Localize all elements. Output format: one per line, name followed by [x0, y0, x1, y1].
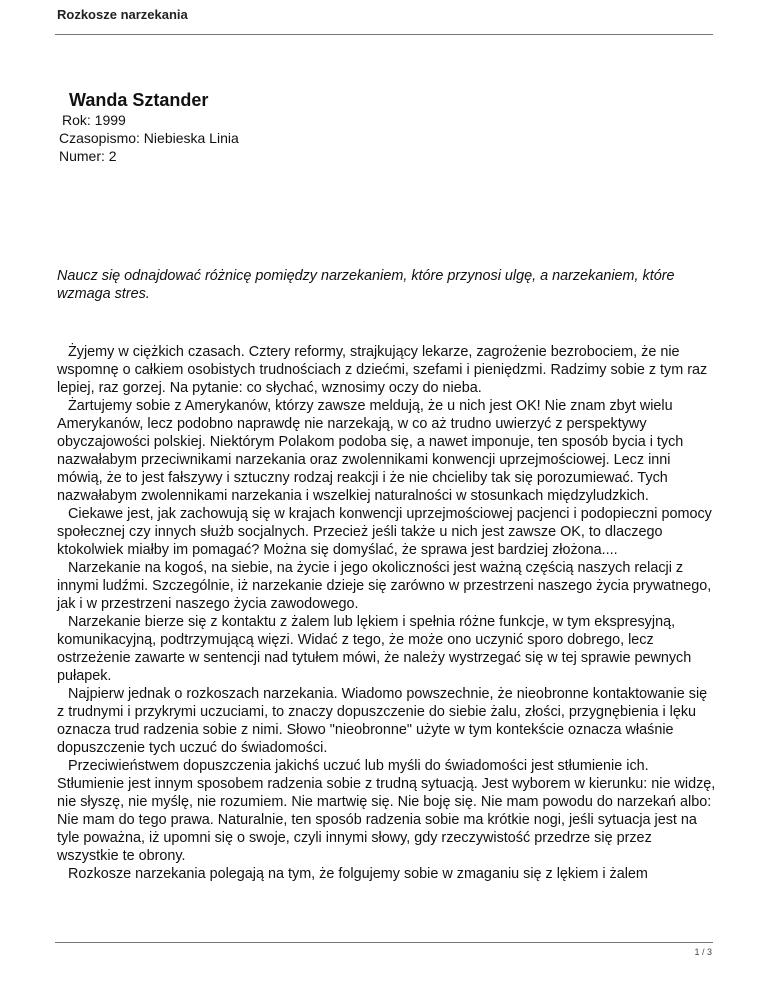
article-body: [57, 343, 717, 883]
page-number: 1 / 3: [694, 947, 712, 957]
body-paragraph: Ciekawe jest, jak zachowują się w krajach konwencji uprzejmościowej pacjenci i podopieczni pomocy społecznej czy innych służb socjalnych. Przecież jeśli także u nich jest zawsze OK, to dlaczego ktokolwiek miałby im pomagać? Można się domyślać, że sprawa jest bardziej złożona....: [57, 506, 712, 558]
author-name: Wanda Sztander: [69, 90, 209, 110]
body-paragraph: Żartujemy sobie z Amerykanów, którzy zawsze meldują, że u nich jest OK! Nie znam zbyt wielu Amerykanów, lecz podobno naprawdę nie narzekają, w co aż trudno uwierzyć z perspektywy obyczajowości polskiej. Niektórym Polakom podoba się, a nawet imponuje, ten sposób bycia i tych nazwałabym przeciwnikami narzekania oraz zwolennikami konwencji uprzejmościowej. Lecz inni mówią, że to jest fałszywy i sztuczny rodzaj reakcji i że nie chcieliby tak się porozumiewać. Tych nazwałabym zwolennikami narzekania i wszelkiej naturalności w stosunkach międzyludzkich.: [57, 398, 684, 504]
body-paragraph: Narzekanie bierze się z kontaktu z żalem lub lękiem i spełnia różne funkcje, w tym ekspresyjną, komunikacyjną, podtrzymującą więzi. Widać z tego, że może ono uczynić sporo dobrego, lecz ostrzeżenie zawarte w sentencji nad tytułem mówi, że należy wystrzegać się w tej sprawie pewnych pułapek.: [57, 614, 692, 684]
meta-journal: Czasopismo: Niebieska Linia: [59, 130, 239, 146]
running-header-title: Rozkosze narzekania: [57, 7, 188, 22]
body-paragraph: Przeciwieństwem dopuszczenia jakichś uczuć lub myśli do świadomości jest stłumienie ich. Stłumienie jest innym sposobem radzenia sobie z trudną sytuacją. Jest wyborem w kierunku: nie widzę, nie słyszę, nie myślę, nie rozumiem. Nie martwię się. Nie boję się. Nie mam powodu do narzekań albo: Nie mam do tego prawa. Naturalnie, ten sposób radzenia sobie ma krótkie nogi, jeśli sytuacja jest na tyle poważna, iż upomni się o swoje, czyli innymi słowy, gdy rzeczywistość przedrze się przez wszystkie te obrony.: [57, 758, 716, 864]
article-metadata: [59, 111, 239, 165]
body-paragraph: Najpierw jednak o rozkoszach narzekania. Wiadomo powszechnie, że nieobronne kontaktowanie się z trudnymi i przykrymi uczuciami, to znaczy dopuszczenie do siebie żalu, złości, przygnębienia i lęku oznacza trud radzenia sobie z nimi. Słowo "nieobronne" użyte w tym kontekście oznacza właśnie dopuszczenie tych uczuć do świadomości.: [57, 686, 708, 756]
lead-paragraph: Naucz się odnajdować różnicę pomiędzy narzekaniem, które przynosi ulgę, a narzekaniem, które wzmaga stres.: [57, 268, 675, 302]
meta-issue: Numer: 2: [59, 148, 117, 164]
body-paragraph: Rozkosze narzekania polegają na tym, że folgujemy sobie w zmaganiu się z lękiem i żalem: [68, 866, 648, 882]
meta-year: Rok: 1999: [62, 112, 126, 128]
footer-divider: [55, 942, 713, 943]
header-divider: [55, 34, 713, 35]
body-paragraph: Narzekanie na kogoś, na siebie, na życie i jego okoliczności jest ważną częścią naszych relacji z innymi ludźmi. Szczególnie, iż narzekanie dzieje się zarówno w przestrzeni naszego życia prywatnego, jak i w przestrzeni naszego życia zawodowego.: [57, 560, 712, 612]
body-paragraph: Żyjemy w ciężkich czasach. Cztery reformy, strajkujący lekarze, zagrożenie bezrobociem, że nie wspomnę o całkiem osobistych trudnościach z dziećmi, szefami i pieniędzmi. Radzimy sobie z tym raz lepiej, raz gorzej. Na pytanie: co słychać, wznosimy oczy do nieba.: [57, 344, 708, 396]
